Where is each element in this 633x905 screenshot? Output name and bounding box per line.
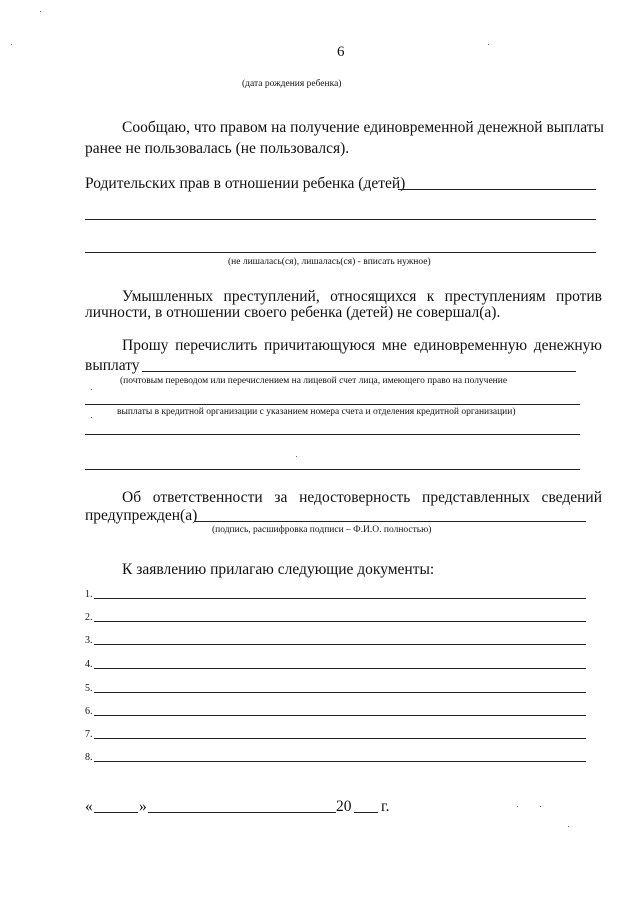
- date-open-quote: «: [85, 798, 93, 815]
- date-day-field[interactable]: [94, 812, 138, 813]
- attachment-number-3: 3.: [85, 635, 93, 646]
- para3-line1: Прошу перечислить причитающуюся мне единовременную денежную: [122, 337, 602, 354]
- attachment-line-1[interactable]: [94, 598, 586, 599]
- date-year-suffix: г.: [381, 798, 390, 815]
- attachment-number-4: 4.: [85, 659, 93, 670]
- scan-speck: [91, 389, 92, 390]
- attachment-line-8[interactable]: [94, 761, 586, 762]
- scan-speck: [40, 11, 41, 12]
- parental-rights-field-2[interactable]: [85, 219, 596, 220]
- payment-field-4[interactable]: [85, 469, 580, 470]
- payment-field-1[interactable]: [142, 371, 576, 372]
- attachment-number-5: 5.: [85, 683, 93, 694]
- attachment-number-6: 6.: [85, 706, 93, 717]
- scan-speck: [91, 417, 92, 418]
- scan-speck: [488, 44, 489, 45]
- scan-speck: [296, 456, 297, 457]
- payment-caption-2: выплаты в кредитной организации с указанием номера счета и отделения кредитной организации): [117, 407, 516, 417]
- para1-line1: Сообщаю, что правом на получение единовременной денежной выплаты: [122, 119, 604, 136]
- date-year-field[interactable]: [354, 812, 378, 813]
- date-year-prefix: 20: [336, 798, 352, 815]
- para2-line2: личности, в отношении своего ребенка (детей) не совершал(а).: [85, 304, 501, 321]
- attachment-line-2[interactable]: [94, 621, 586, 622]
- date-month-field[interactable]: [148, 812, 336, 813]
- parental-rights-field-1[interactable]: [398, 189, 596, 190]
- para1-line2: ранее не пользовалась (не пользовался).: [85, 140, 350, 157]
- attachment-line-7[interactable]: [94, 738, 586, 739]
- scan-speck: [517, 806, 518, 807]
- date-close-quote: »: [139, 798, 147, 815]
- attachment-line-6[interactable]: [94, 715, 586, 716]
- scan-speck: [540, 806, 541, 807]
- parental-rights-field-3[interactable]: [85, 252, 596, 253]
- parental-rights-caption: (не лишалась(ся), лишалась(ся) - вписать нужное): [228, 257, 431, 267]
- para4-line2: предупрежден(а): [85, 507, 198, 524]
- attachment-number-1: 1.: [85, 589, 93, 600]
- parental-rights-label: Родительских прав в отношении ребенка (детей): [85, 175, 406, 192]
- attachment-number-7: 7.: [85, 729, 93, 740]
- para3-line2: выплату: [85, 357, 140, 374]
- attachment-line-3[interactable]: [94, 644, 586, 645]
- signature-field[interactable]: [194, 521, 586, 522]
- attachments-heading: К заявлению прилагаю следующие документы:: [122, 561, 435, 578]
- attachment-line-5[interactable]: [94, 692, 586, 693]
- payment-field-2[interactable]: [85, 404, 580, 405]
- para4-line1: Об ответственности за недостоверность представленных сведений: [122, 489, 602, 506]
- attachment-number-8: 8.: [85, 752, 93, 763]
- payment-field-3[interactable]: [85, 434, 580, 435]
- dob-caption: (дата рождения ребенка): [242, 79, 342, 89]
- attachment-number-2: 2.: [85, 612, 93, 623]
- scan-speck: [11, 44, 12, 45]
- page-number: 6: [337, 44, 345, 60]
- para2-line1: Умышленных преступлений, относящихся к преступлениям против: [122, 288, 602, 305]
- payment-caption-1: (почтовым переводом или перечислением на лицевой счет лица, имеющего право на получение: [120, 376, 508, 386]
- signature-caption: (подпись, расшифровка подписи – Ф.И.О. полностью): [212, 525, 432, 535]
- scan-speck: [568, 826, 569, 827]
- attachment-line-4[interactable]: [94, 668, 586, 669]
